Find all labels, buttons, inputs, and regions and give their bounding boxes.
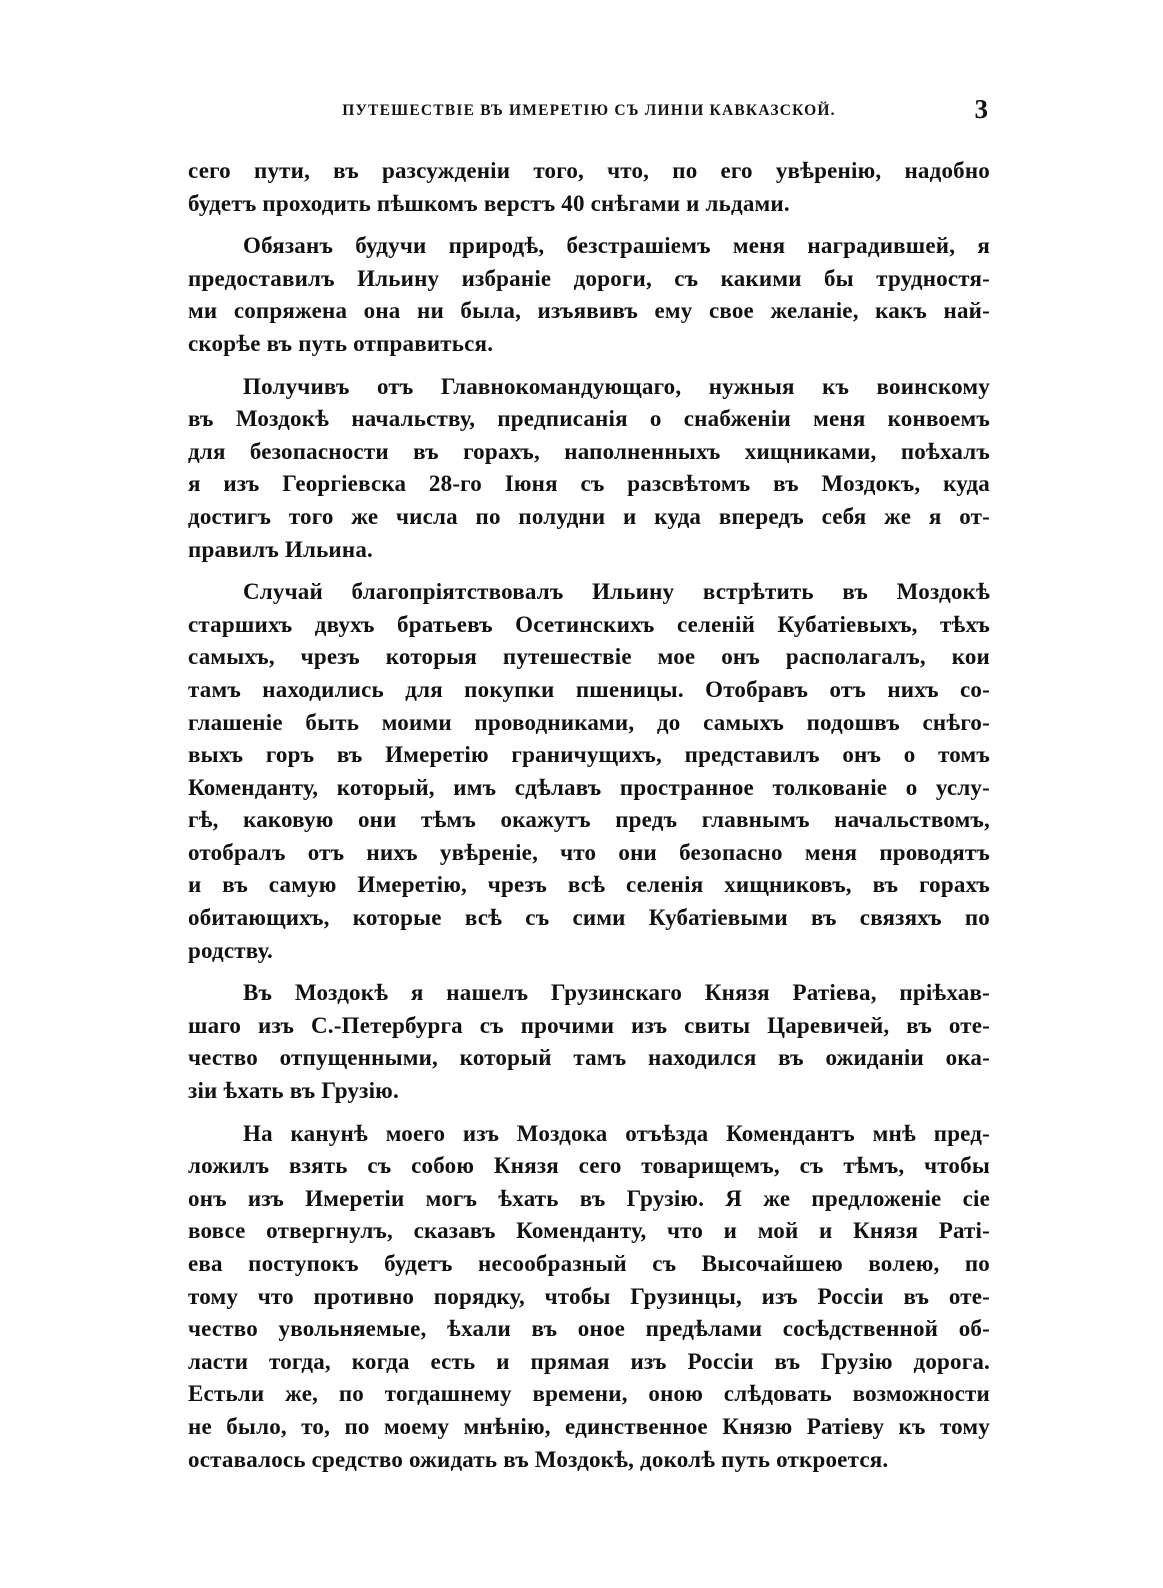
text-line: Въ Моздокѣ я нашелъ Грузинскаго Князя Ратіева, пріѣхав- [243, 980, 990, 1006]
text-line: На канунѣ моего изъ Моздока отъѣзда Комендантъ мнѣ пред- [243, 1120, 990, 1146]
text-line: глашеніе быть моими проводниками, до самыхъ подошвъ снѣго- [188, 709, 990, 735]
text-line: тамъ находились для покупки пшеницы. Отобравъ отъ нихъ со- [188, 676, 990, 702]
text-line: чество увольняемые, ѣхали въ оное предѣлами сосѣдственной об- [188, 1316, 990, 1342]
text-line: и въ самую Имеретію, чрезъ всѣ селенія хищниковъ, въ горахъ [188, 872, 990, 898]
text-line: сего пути, въ разсужденіи того, что, по его увѣренію, надобно [188, 158, 990, 183]
paragraph [188, 1118, 990, 1477]
text-line: оставалось средство ожидать въ Моздокѣ, доколѣ путь откроется. [188, 1446, 889, 1472]
text-line: выхъ горъ въ Имеретію граничущихъ, представилъ онъ о томъ [188, 742, 990, 768]
text-line: Коменданту, который, имъ сдѣлавъ пространное толкованіе о услу- [188, 774, 990, 800]
text-line: будетъ проходить пѣшкомъ верстъ 40 снѣгами и льдами. [188, 190, 790, 216]
running-head [190, 96, 988, 126]
text-line: ми сопряжена она ни была, изъявивъ ему свое желаніе, какъ най- [188, 298, 990, 324]
text-line: самыхъ, чрезъ которыя путешествіе мое онъ располагалъ, кои [188, 644, 990, 670]
text-line: скорѣе въ путь отправиться. [188, 330, 494, 356]
paragraph [188, 576, 990, 967]
text-line: старшихъ двухъ братьевъ Осетинскихъ селеній Кубатіевыхъ, тѣхъ [188, 611, 990, 637]
text-line: правилъ Ильина. [188, 536, 373, 562]
text-line: Случай благопріятствовалъ Ильину встрѣтить въ Моздокѣ [243, 579, 990, 605]
text-line: родству. [188, 937, 273, 963]
text-line: предоставилъ Ильину избраніе дороги, съ какими бы трудностя- [188, 265, 990, 291]
body-text [188, 155, 990, 1486]
text-line: ласти тогда, когда есть и прямая изъ Россіи въ Грузію дорога. [188, 1348, 990, 1374]
text-line: обитающихъ, которые всѣ съ сими Кубатіевыми въ связяхъ по [188, 905, 990, 931]
text-line: ложилъ взять съ собою Князя сего товарищемъ, съ тѣмъ, чтобы [188, 1153, 990, 1179]
paragraph [188, 230, 990, 360]
text-line: въ Моздокѣ начальству, предписанія о снабженіи меня конвоемъ [188, 406, 990, 432]
text-line: гѣ, каковую они тѣмъ окажутъ предъ главнымъ начальствомъ, [188, 807, 990, 833]
text-line: зіи ѣхать въ Грузію. [188, 1078, 399, 1104]
text-line: для безопасности въ горахъ, наполненныхъ хищниками, поѣхалъ [188, 438, 990, 464]
text-line: Получивъ отъ Главнокомандующаго, нужныя къ воинскому [243, 373, 990, 399]
text-line: Естьли же, по тогдашнему времени, оною слѣдовать возможности [188, 1381, 990, 1407]
paragraph [188, 155, 990, 220]
paragraph [188, 977, 990, 1107]
text-line: отобралъ отъ нихъ увѣреніе, что они безопасно меня проводятъ [188, 839, 990, 865]
text-line: ева поступокъ будетъ несообразный съ Высочайшею волею, по [188, 1251, 990, 1276]
text-line: не было, то, по моему мнѣнію, единственное Князю Ратіеву къ тому [188, 1413, 990, 1439]
running-title: ПУТЕШЕСТВІЕ ВЪ ИМЕРЕТІЮ СЪ ЛИНІИ КАВКАЗСКОЙ. [342, 102, 836, 119]
paragraph [188, 371, 990, 567]
text-line: Обязанъ будучи природѣ, безстрашіемъ меня наградившей, я [243, 233, 990, 259]
page-number: 3 [974, 94, 988, 124]
text-line: шаго изъ С.-Петербурга съ прочими изъ свиты Царевичей, въ оте- [188, 1012, 990, 1038]
text-line: вовсе отвергнулъ, сказавъ Коменданту, что и мой и Князя Раті- [188, 1218, 990, 1244]
text-line: достигъ того же числа по полудни и куда впередъ себя же я от- [188, 503, 990, 529]
text-line: онъ изъ Имеретіи могъ ѣхать въ Грузію. Я же предложеніе сіе [188, 1185, 990, 1211]
text-line: тому что противно порядку, чтобы Грузинцы, изъ Россіи въ оте- [188, 1283, 990, 1309]
text-line: чество отпущенными, который тамъ находился въ ожиданіи ока- [188, 1045, 990, 1071]
text-line: я изъ Георгіевска 28-го Іюня съ разсвѣтомъ въ Моздокъ, куда [188, 471, 990, 497]
